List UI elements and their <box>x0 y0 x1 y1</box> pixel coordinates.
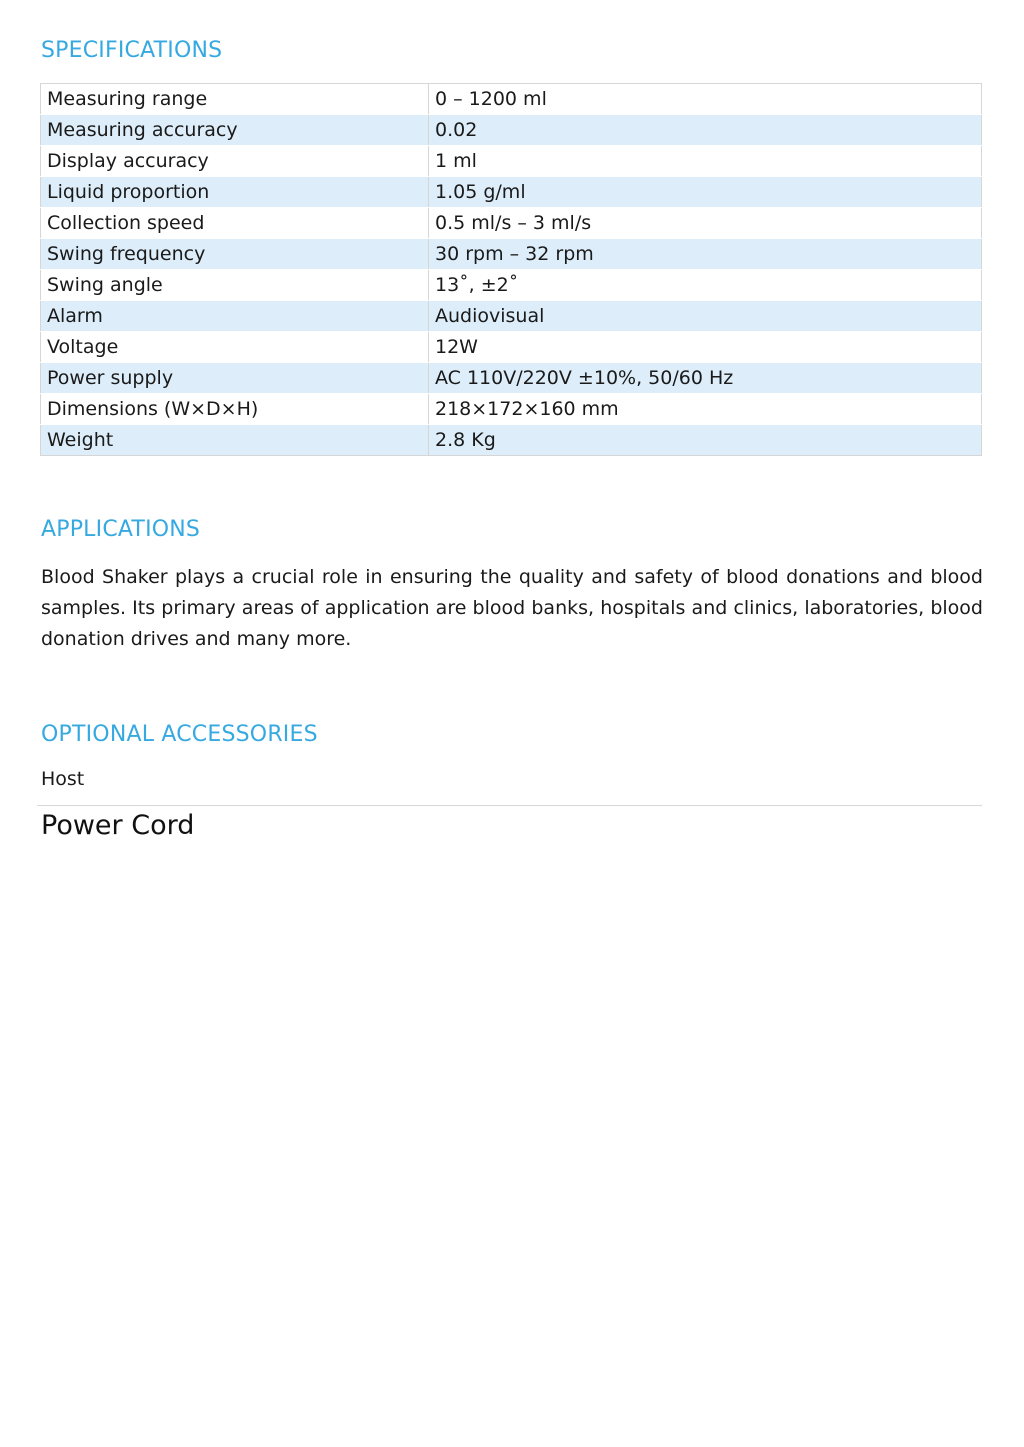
table-row <box>41 425 982 456</box>
table-row <box>41 363 982 394</box>
spec-label: Dimensions (W×D×H) <box>41 394 429 425</box>
spec-label: Alarm <box>41 301 429 332</box>
spec-label: Collection speed <box>41 208 429 239</box>
optional-accessories-heading: OPTIONAL ACCESSORIES <box>41 722 318 747</box>
table-row <box>41 394 982 425</box>
spec-value: AC 110V/220V ±10%, 50/60 Hz <box>429 363 982 394</box>
table-row <box>41 146 982 177</box>
spec-value: 218×172×160 mm <box>429 394 982 425</box>
spec-label: Swing frequency <box>41 239 429 270</box>
table-row <box>41 84 982 115</box>
spec-value: 0.02 <box>429 115 982 146</box>
specifications-table <box>40 83 982 456</box>
spec-label: Voltage <box>41 332 429 363</box>
spec-value: 13˚, ±2˚ <box>429 270 982 301</box>
spec-label: Power supply <box>41 363 429 394</box>
table-row <box>41 270 982 301</box>
table-row <box>41 301 982 332</box>
applications-paragraph: Blood Shaker plays a crucial role in ensuring the quality and safety of blood donations and blood samples. Its primary areas of application are blood banks, hospitals and clinics, laboratories, blood donation drives and many more. <box>41 566 983 650</box>
table-row <box>41 239 982 270</box>
divider <box>37 805 982 806</box>
table-row <box>41 115 982 146</box>
spec-label: Weight <box>41 425 429 456</box>
spec-value: 12W <box>429 332 982 363</box>
accessory-item: Host <box>41 768 85 790</box>
spec-value: Audiovisual <box>429 301 982 332</box>
table-row <box>41 332 982 363</box>
accessory-item: Power Cord <box>41 810 195 841</box>
spec-label: Measuring accuracy <box>41 115 429 146</box>
applications-heading: APPLICATIONS <box>41 517 201 542</box>
spec-label: Measuring range <box>41 84 429 115</box>
table-row <box>41 208 982 239</box>
spec-label: Swing angle <box>41 270 429 301</box>
spec-label: Display accuracy <box>41 146 429 177</box>
spec-value: 0.5 ml/s – 3 ml/s <box>429 208 982 239</box>
spec-value: 1 ml <box>429 146 982 177</box>
spec-value: 0 – 1200 ml <box>429 84 982 115</box>
spec-label: Liquid proportion <box>41 177 429 208</box>
spec-value: 30 rpm – 32 rpm <box>429 239 982 270</box>
spec-value: 2.8 Kg <box>429 425 982 456</box>
specifications-heading: SPECIFICATIONS <box>41 38 223 63</box>
table-row <box>41 177 982 208</box>
spec-value: 1.05 g/ml <box>429 177 982 208</box>
